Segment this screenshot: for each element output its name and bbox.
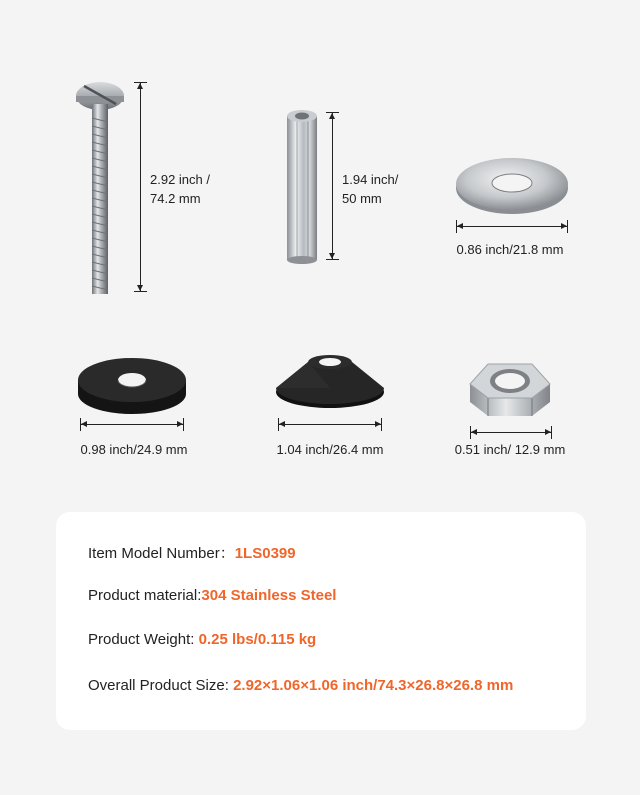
spec-model-value: 1LS0399: [234, 545, 296, 562]
spec-model-row: [88, 542, 296, 563]
bolt-dimension-arrow: [140, 82, 141, 292]
flat-washer-dimension-arrow: [456, 226, 568, 227]
bolt-dimension-label: 2.92 inch / 74.2 mm: [150, 172, 210, 206]
bolt-image: [70, 78, 140, 298]
cone-washer-dimension-arrow: [278, 424, 382, 425]
spec-weight-value: 0.25 lbs/0.115 kg: [198, 631, 317, 648]
spec-size-label: Overall Product Size:: [88, 677, 229, 694]
spec-model-label: Item Model Number：: [88, 545, 235, 562]
hex-nut-dimension-label: 0.51 inch/ 12.9 mm: [454, 442, 566, 457]
spec-material-label: Product material:: [88, 587, 202, 604]
spec-weight-row: [88, 631, 316, 648]
spec-material-row: [88, 587, 336, 604]
spacer-dimension-label: 1.94 inch/ 50 mm: [342, 172, 399, 206]
rubber-washer-image: [72, 346, 192, 416]
flat-washer-image: [450, 154, 574, 218]
spec-material-value: 304 Stainless Steel: [201, 587, 337, 604]
hex-nut-dimension-arrow: [470, 432, 552, 433]
rubber-washer-dimension-label: 0.98 inch/24.9 mm: [80, 442, 188, 457]
spacer-image: [282, 108, 322, 264]
spec-card: [56, 512, 586, 730]
spacer-dimension-arrow: [332, 112, 333, 260]
cone-washer-image: [272, 348, 388, 412]
rubber-washer-dimension-arrow: [80, 424, 184, 425]
flat-washer-dimension-label: 0.86 inch/21.8 mm: [456, 242, 564, 257]
spec-size-row: [88, 677, 513, 694]
hex-nut-image: [466, 354, 554, 422]
cone-washer-dimension-label: 1.04 inch/26.4 mm: [276, 442, 384, 457]
spec-weight-label: Product Weight:: [88, 631, 195, 648]
spec-size-value: 2.92×1.06×1.06 inch/74.3×26.8×26.8 mm: [233, 677, 514, 694]
